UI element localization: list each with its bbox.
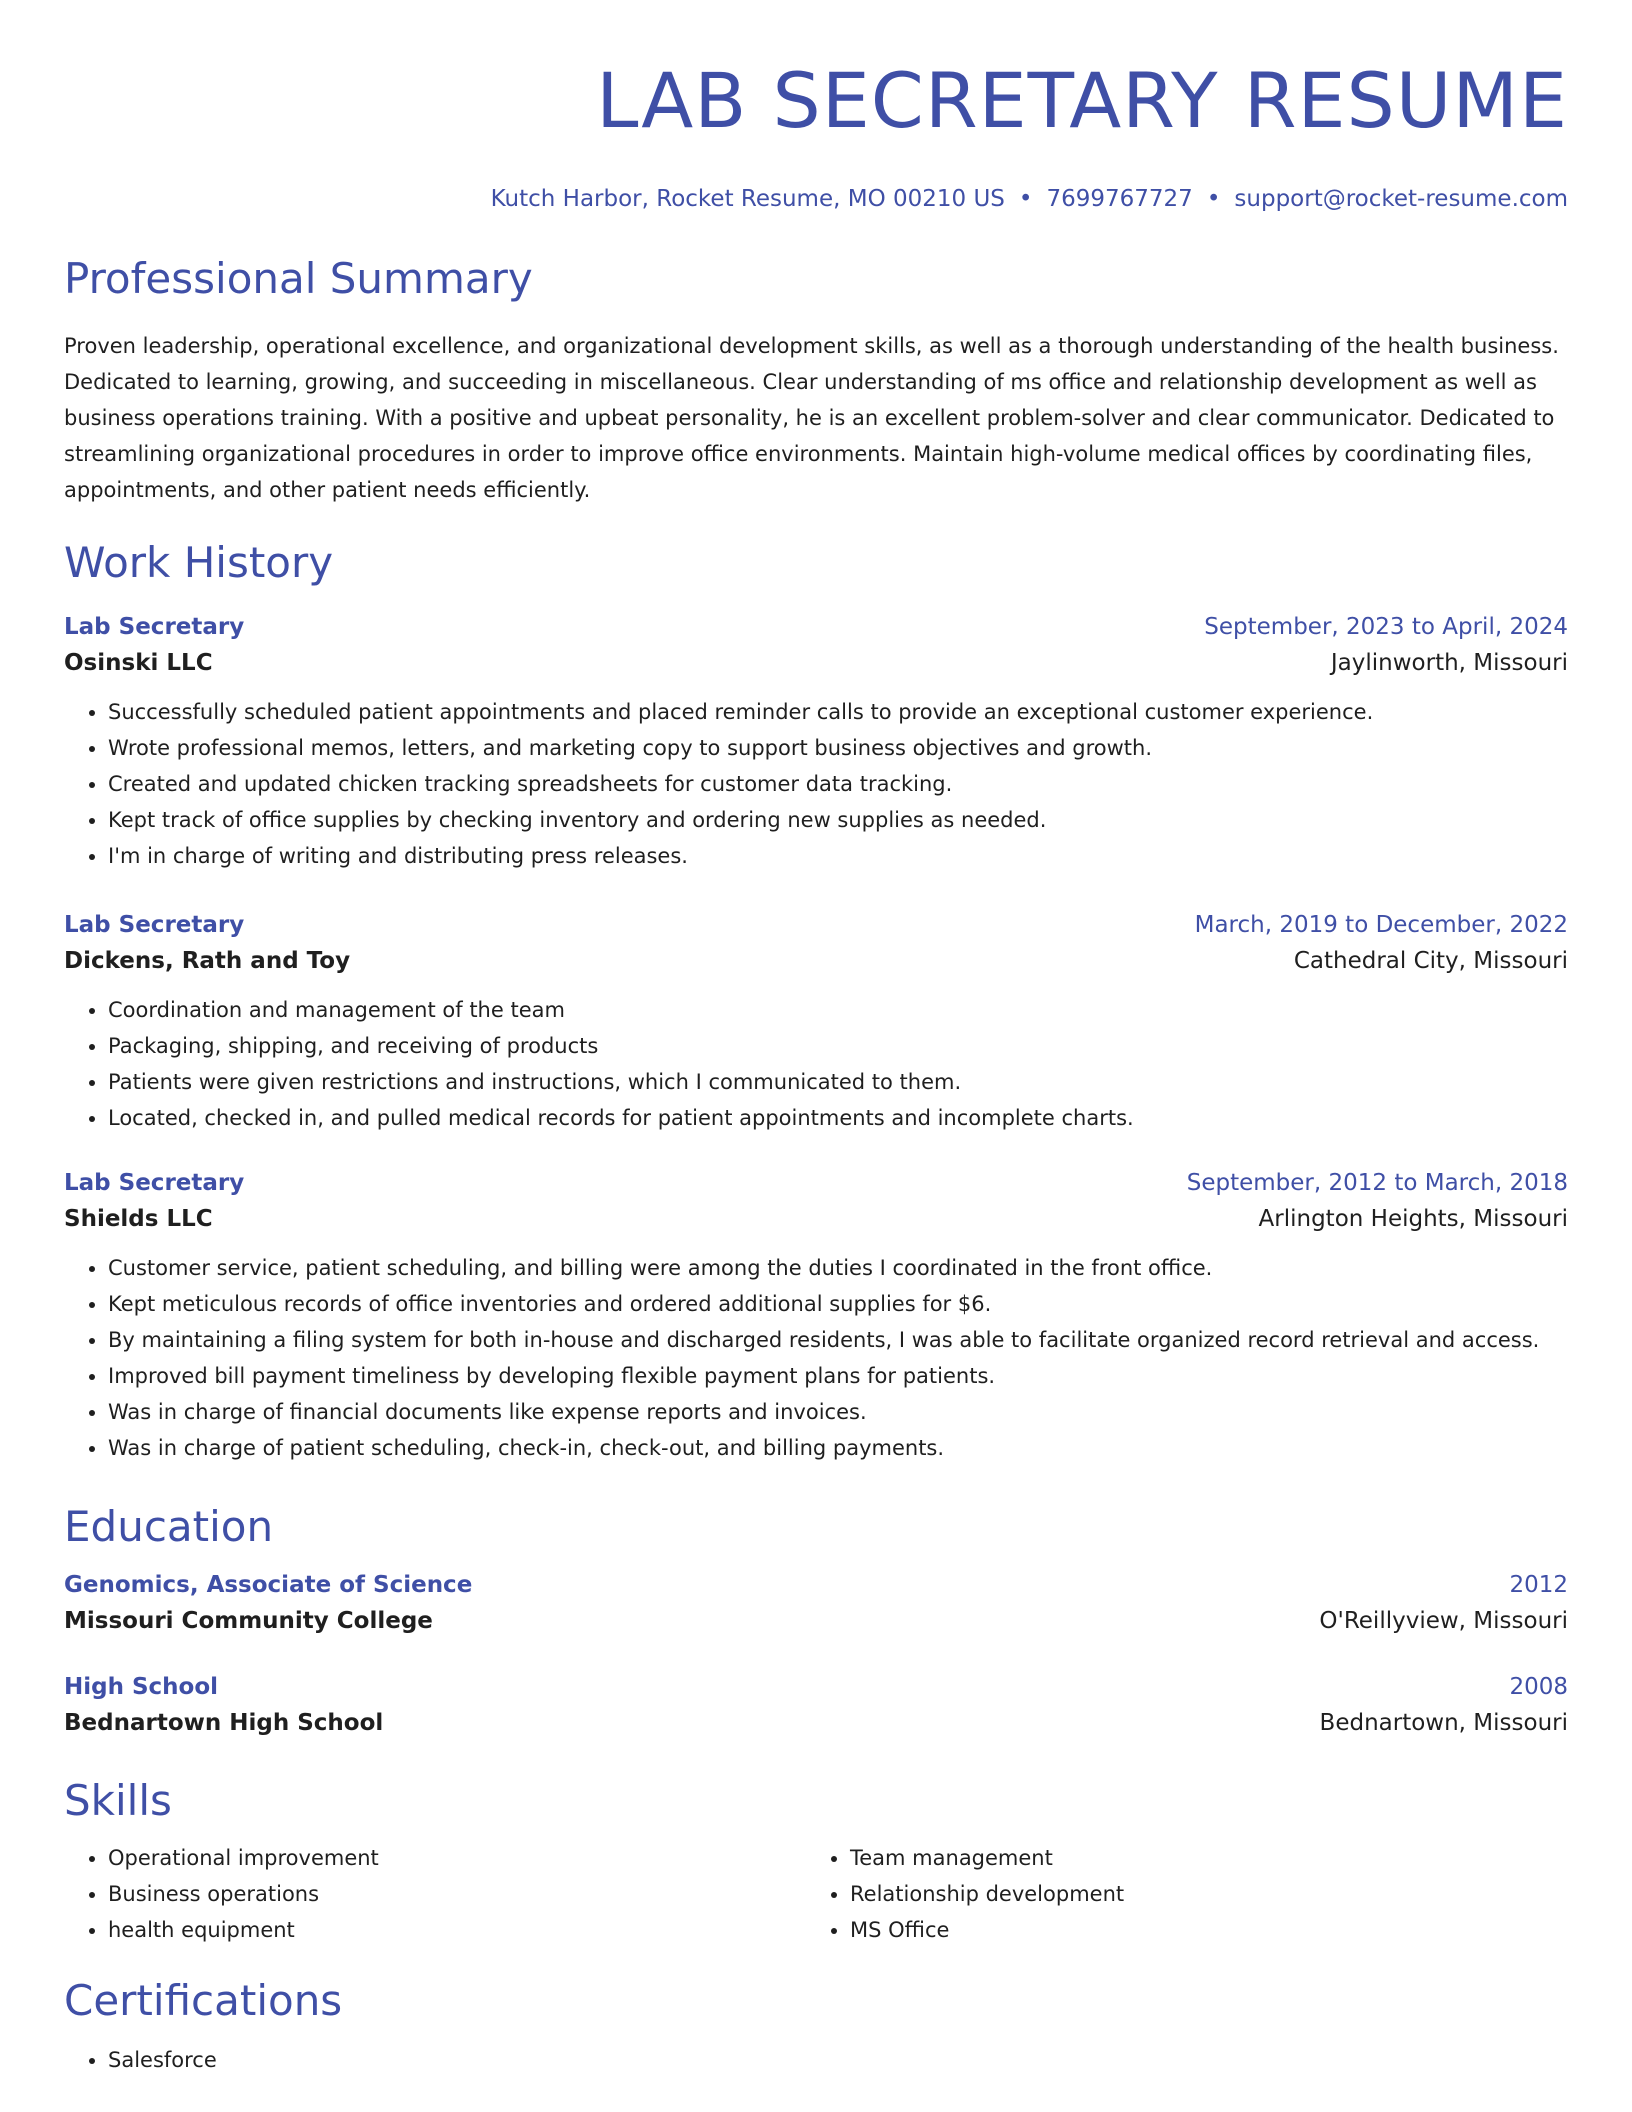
- education-degree: High School: [64, 1674, 219, 1700]
- skill-item: • health equipment: [108, 1912, 806, 1948]
- education-location: O'Reillyview, Missouri: [1319, 1608, 1568, 1634]
- skill-item: • Operational improvement: [108, 1840, 806, 1876]
- education-school: Bednartown High School: [64, 1710, 384, 1736]
- job-dates: March, 2019 to December, 2022: [1194, 912, 1568, 938]
- job-entry: [64, 610, 1568, 874]
- job-location: Arlington Heights, Missouri: [1258, 1206, 1568, 1232]
- skills-heading: Skills: [64, 1776, 172, 1825]
- job-bullet: • I'm in charge of writing and distributing press releases.: [108, 838, 1568, 874]
- job-bullet: • By maintaining a filing system for both in-house and discharged residents, I was able to facilitate organized record retrieval and access.: [108, 1322, 1568, 1358]
- resume-header: [64, 0, 1568, 214]
- contact-phone: 7699767727: [1046, 186, 1193, 212]
- job-bullet: • Patients were given restrictions and instructions, which I communicated to them.: [108, 1064, 1568, 1100]
- job-bullet: • Coordination and management of the team: [108, 992, 1568, 1028]
- job-bullet: • Kept meticulous records of office inventories and ordered additional supplies for $6.: [108, 1286, 1568, 1322]
- resume-title: LAB SECRETARY RESUME: [596, 56, 1568, 145]
- certification-item: • Salesforce: [108, 2042, 1568, 2078]
- job-bullets: [64, 694, 1568, 874]
- education-school: Missouri Community College: [64, 1608, 433, 1634]
- job-bullets: [64, 1250, 1568, 1466]
- job-title: Lab Secretary: [64, 912, 245, 938]
- skill-item: • Relationship development: [850, 1876, 1548, 1912]
- job-employer: Osinski LLC: [64, 650, 213, 676]
- job-employer: Shields LLC: [64, 1206, 213, 1232]
- job-bullet: • Improved bill payment timeliness by developing flexible payment plans for patients.: [108, 1358, 1568, 1394]
- job-bullet: • Packaging, shipping, and receiving of products: [108, 1028, 1568, 1064]
- job-title: Lab Secretary: [64, 614, 245, 640]
- education-entry: [64, 1568, 1568, 1640]
- certifications-list: [64, 2042, 1568, 2078]
- job-entry: [64, 1166, 1568, 1466]
- skill-item: • Business operations: [108, 1876, 806, 1912]
- contact-line: [64, 184, 1568, 214]
- work-history-heading: Work History: [64, 538, 334, 587]
- skills-column-right: [806, 1840, 1548, 1948]
- education-degree: Genomics, Associate of Science: [64, 1572, 473, 1598]
- job-entry: [64, 908, 1568, 1136]
- summary-text: Proven leadership, operational excellence, and organizational development skills, as well as a thorough understanding of the health business. Dedicated to learning, growing, and succeeding in miscellaneous. Clear understanding of ms office and relationship development as well as business operations training. With a positive and upbeat personality, he is an excellent problem-solver and clear communicator. Dedicated to streamlining organizational procedures in order to improve office environments. Maintain high-volume medical offices by coordinating files, appointments, and other patient needs efficiently.: [64, 334, 1559, 502]
- education-year: 2012: [1509, 1572, 1568, 1598]
- job-location: Cathedral City, Missouri: [1293, 948, 1568, 974]
- job-bullets: [64, 992, 1568, 1136]
- job-bullet: • Located, checked in, and pulled medical records for patient appointments and incomplete charts.: [108, 1100, 1568, 1136]
- education-year: 2008: [1509, 1674, 1568, 1700]
- certifications-heading: Certifications: [64, 1976, 343, 2025]
- education-location: Bednartown, Missouri: [1319, 1710, 1568, 1736]
- job-bullet: • Customer service, patient scheduling, and billing were among the duties I coordinated in the front office.: [108, 1250, 1568, 1286]
- contact-email[interactable]: support@rocket-resume.com: [1234, 186, 1568, 212]
- job-employer: Dickens, Rath and Toy: [64, 948, 351, 974]
- contact-address: Kutch Harbor, Rocket Resume, MO 00210 US: [490, 186, 1005, 212]
- skill-item: • Team management: [850, 1840, 1548, 1876]
- education-heading: Education: [64, 1502, 274, 1551]
- job-location: Jaylinworth, Missouri: [1330, 650, 1568, 676]
- job-bullet: • Created and updated chicken tracking spreadsheets for customer data tracking.: [108, 766, 1568, 802]
- education-entry: [64, 1670, 1568, 1742]
- contact-separator: •: [1018, 186, 1033, 212]
- job-bullet: • Wrote professional memos, letters, and marketing copy to support business objectives and growth.: [108, 730, 1568, 766]
- job-title: Lab Secretary: [64, 1170, 245, 1196]
- job-bullet: • Successfully scheduled patient appointments and placed reminder calls to provide an exceptional customer experience.: [108, 694, 1568, 730]
- contact-separator: •: [1206, 186, 1221, 212]
- job-dates: September, 2023 to April, 2024: [1204, 614, 1568, 640]
- skill-item: • MS Office: [850, 1912, 1548, 1948]
- summary-heading: Professional Summary: [64, 254, 533, 303]
- job-bullet: • Was in charge of patient scheduling, check-in, check-out, and billing payments.: [108, 1430, 1568, 1466]
- skills-grid: [64, 1840, 1568, 1948]
- job-bullet: • Was in charge of financial documents like expense reports and invoices.: [108, 1394, 1568, 1430]
- skills-column-left: [64, 1840, 806, 1948]
- job-bullet: • Kept track of office supplies by checking inventory and ordering new supplies as needed.: [108, 802, 1568, 838]
- job-dates: September, 2012 to March, 2018: [1186, 1170, 1568, 1196]
